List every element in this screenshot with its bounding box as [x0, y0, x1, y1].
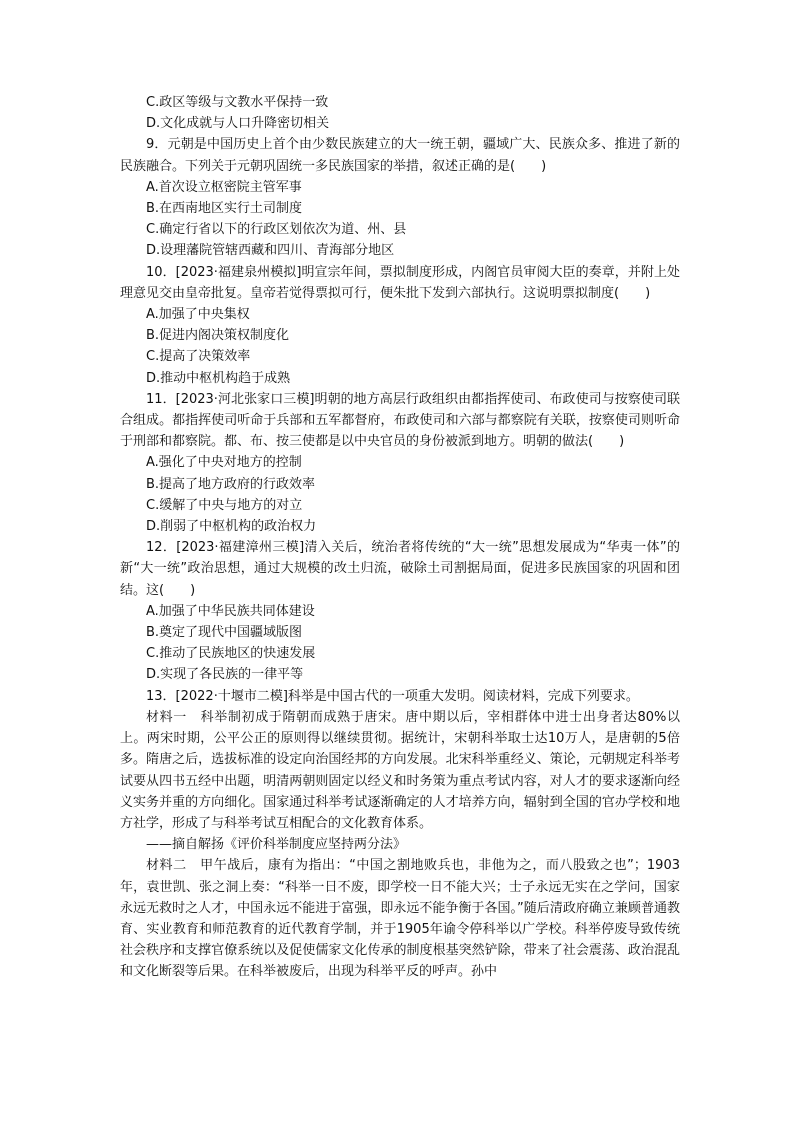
question-8-tail [120, 92, 680, 134]
q12-stem: 12．[2023·福建漳州三模]清入关后，统治者将传统的“大一统”思想发展成为“华夷一体”的新“大一统”政治思想，通过大规模的改土归流，破除土司割据局面，促进多民族国家的巩固和团结。这( ) [120, 540, 680, 598]
q9-stem: 9．元朝是中国历史上首个由少数民族建立的大一统王朝，疆域广大、民族众多、推进了新的民族融合。下列关于元朝巩固统一多民族国家的举措，叙述正确的是( ) [120, 137, 680, 174]
q9-option-c: C.确定行省以下的行政区划依次为道、州、县 [146, 222, 407, 238]
q10-option-b: B.促进内阁决策权制度化 [146, 328, 290, 344]
question-13 [120, 686, 680, 983]
q13-stem: 13．[2022·十堰市二模]科举是中国古代的一项重大发明。阅读材料，完成下列要求。 [146, 688, 639, 704]
q8-option-c: C.政区等级与文教水平保持一致 [146, 95, 329, 110]
q12-option-a: A.加强了中华民族共同体建设 [146, 603, 315, 619]
q11-option-a: A.强化了中央对地方的控制 [146, 455, 302, 471]
question-9 [120, 134, 680, 261]
q10-option-c: C.提高了决策效率 [146, 349, 251, 365]
q12-option-c: C.推动了民族地区的快速发展 [146, 646, 316, 662]
q13-material-1: 材料一 科举制初成于隋朝而成熟于唐宋。唐中期以后，宰相群体中进士出身者达80%以上。两宋时期，公平公正的原则得以继续贯彻。据统计，宋朝科举取士达10万人，是唐朝的5倍多。隋唐之后，选拔标准的设定向治国经邦的方向发展。北宋科举重经义、策论，元朝规定科举考试要从四书五经中出题，明清两朝则固定以经义和时务策为重点考试内容，对人才的要求逐渐向经义实务并重的方向细化。国家通过科举考试逐渐确定的人才培养方向，辐射到全国的官办学校和地方社学，形成了与科举考试互相配合的文化教育体系。 [120, 709, 680, 831]
q9-option-d: D.设理藩院管辖西藏和四川、青海部分地区 [146, 243, 395, 259]
q13-material-2: 材料二 甲午战后，康有为指出：“中国之割地败兵也，非他为之，而八股致之也”；1903年，袁世凯、张之洞上奏：“科举一日不废，即学校一日不能大兴；士子永远无实在之学问，国家永远无救时之人才，中国永远不能进于富强，即永远不能争衡于各国。”随后清政府确立兼顾普通教育、实业教育和师范教育的近代教育学制，并于1905年谕令停科举以广学校。科举停废导致传统社会秩序和支撑官僚系统以及促使儒家文化传承的制度根基突然铲除，带来了社会震荡、政治混乱和文化断裂等后果。在科举被废后，出现为科举平反的呼声。孙中 [120, 858, 680, 980]
question-12 [120, 537, 680, 685]
q10-option-d: D.推动中枢机构趋于成熟 [146, 370, 291, 386]
q11-option-d: D.削弱了中枢机构的政治权力 [146, 519, 317, 535]
q9-option-a: A.首次设立枢密院主管军事 [146, 179, 302, 195]
q11-stem: 11．[2023·河北张家口三模]明朝的地方高层行政组织由都指挥使司、布政使司与按察使司联合组成。都指挥使司听命于兵部和五军都督府，布政使司和六部与都察院有关联，按察使司则听命于刑部和都察院。都、布、按三使都是以中央官员的身份被派到地方。明朝的做法( ) [120, 391, 680, 450]
q10-stem: 10．[2023·福建泉州模拟]明宣宗年间，票拟制度形成，内阁官员审阅大臣的奏章，并附上处理意见交由皇帝批复。皇帝若觉得票拟可行，便朱批下发到六部执行。这说明票拟制度( ) [120, 264, 680, 301]
q11-option-c: C.缓解了中央与地方的对立 [146, 497, 303, 513]
q10-option-a: A.加强了中央集权 [146, 307, 250, 323]
q9-option-b: B.在西南地区实行土司制度 [146, 201, 303, 217]
q12-option-b: B.奠定了现代中国疆域版图 [146, 625, 303, 641]
q13-citation-1: ——摘自解扬《评价科举制度应坚持两分法》 [146, 837, 407, 853]
question-10 [120, 262, 680, 389]
exam-page [120, 92, 680, 983]
q12-option-d: D.实现了各民族的一律平等 [146, 667, 304, 683]
q8-option-d: D.文化成就与人口升降密切相关 [146, 116, 330, 132]
q11-option-b: B.提高了地方政府的行政效率 [146, 476, 316, 492]
question-11 [120, 389, 680, 537]
